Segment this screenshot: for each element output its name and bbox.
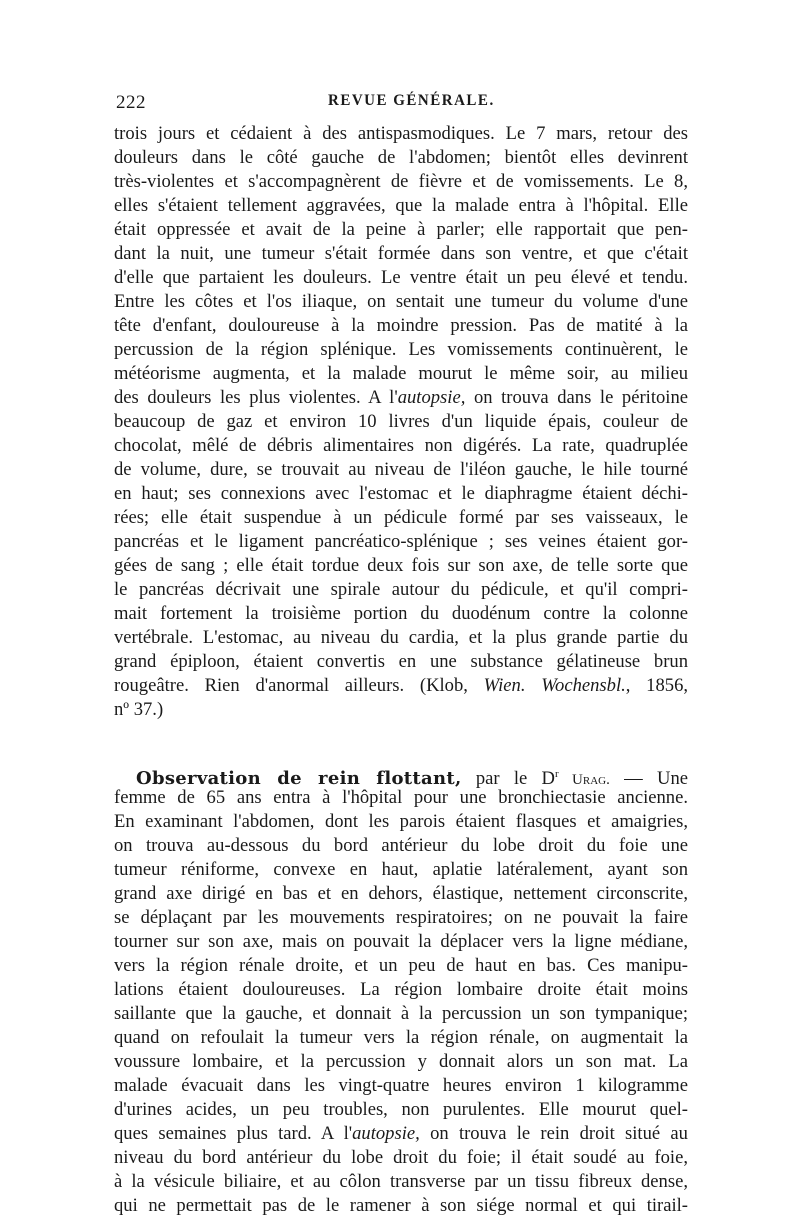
text-line: voussure lombaire, et la percussion y donnait alors un son mat. La (114, 1051, 688, 1072)
text-line: Entre les côtes et l'os iliaque, on sentait une tumeur du volume d'une (114, 291, 688, 312)
page-number: 222 (116, 92, 146, 113)
text-line (114, 762, 688, 790)
section-heading: Observation de rein flottant, (136, 768, 462, 790)
text-run: rougeâtre. Rien d'anormal ailleurs. (Klob, (114, 675, 484, 696)
text-line: gées de sang ; elle était tordue deux fois sur son axe, de telle sorte que (114, 555, 688, 576)
text-line: malade évacuait dans les vingt-quatre heures environ 1 kilogramme (114, 1075, 688, 1096)
text-line: très-violentes et s'accompagnèrent de fièvre et de vomissements. Le 8, (114, 171, 688, 192)
superscript: r (554, 768, 559, 780)
text-line (114, 1122, 688, 1146)
text-line: qui ne permettait pas de le ramener à son siége normal et qui tirail- (114, 1195, 688, 1216)
running-head (114, 92, 688, 122)
text-line: beaucoup de gaz et environ 10 livres d'un liquide épais, couleur de (114, 411, 688, 432)
text-line: quand on refoulait la tumeur vers la région rénale, on augmentait la (114, 1027, 688, 1048)
running-title: REVUE GÉNÉRALE. (328, 92, 495, 110)
text-line: saillante que la gauche, et donnait à la percussion un son tympanique; (114, 1003, 688, 1024)
book-page (114, 92, 688, 1218)
paragraph-gap (114, 722, 688, 762)
paragraph-klob-case (114, 122, 688, 722)
text-line: rées; elle était suspendue à un pédicule formé par ses vaisseaux, le (114, 507, 688, 528)
text-run: on trouva le rein droit situé au (419, 1123, 688, 1144)
text-line: nº 37.) (114, 699, 164, 720)
text-line (114, 674, 688, 698)
journal-title: Wien. Wochensbl. (483, 675, 626, 696)
text-line: femme de 65 ans entra à l'hôpital pour une bronchiectasie ancienne. (114, 787, 688, 808)
text-line: elles s'étaient tellement aggravées, que la malade entra à l'hôpital. Elle (114, 195, 688, 216)
text-line: tumeur réniforme, convexe en haut, aplatie latéralement, ayant son (114, 859, 688, 880)
text-line: douleurs dans le côté gauche de l'abdomen; bientôt elles devinrent (114, 147, 688, 168)
text-line: était oppressée et avait de la peine à parler; elle rapportait que pen- (114, 219, 688, 240)
text-line: tourner sur son axe, mais on pouvait la déplacer vers la ligne médiane, (114, 931, 688, 952)
text-line: chocolat, mêlé de débris alimentaires non digérés. La rate, quadruplée (114, 435, 688, 456)
text-run: on trouva dans le péritoine (465, 387, 688, 408)
text-run: par le D (461, 768, 555, 790)
text-line: percussion de la région splénique. Les vomissements continuèrent, le (114, 339, 688, 360)
italic-term: autopsie, (352, 1123, 420, 1144)
text-line: météorisme augmenta, et la malade mourut le même soir, au milieu (114, 363, 688, 384)
text-line: de volume, dure, se trouvait au niveau de l'iléon gauche, le hile tourné (114, 459, 688, 480)
text-line: mait fortement la troisième portion du duodénum contre la colonne (114, 603, 688, 624)
text-line: grand axe dirigé en bas et en dehors, élastique, nettement circonscrite, (114, 883, 688, 904)
text-line: en haut; ses connexions avec l'estomac et le diaphragme étaient déchi- (114, 483, 688, 504)
text-run: ques semaines plus tard. A l' (114, 1123, 353, 1144)
author-name: Urag. (558, 772, 610, 789)
text-run: , 1856, (625, 675, 689, 696)
text-line: on trouva au-dessous du bord antérieur du lobe droit du foie une (114, 835, 688, 856)
paragraph-floating-kidney (114, 762, 688, 1218)
text-line: grand épiploon, étaient convertis en une substance gélatineuse brun (114, 651, 688, 672)
text-line: se déplaçant par les mouvements respiratoires; on ne pouvait la faire (114, 907, 688, 928)
text-line: dant la nuit, une tumeur s'était formée dans son ventre, et que c'était (114, 243, 688, 264)
text-line: d'urines acides, un peu troubles, non purulentes. Elle mourut quel- (114, 1099, 688, 1120)
text-line: vers la région rénale droite, et un peu de haut en bas. Ces manipu- (114, 955, 688, 976)
text-line: lations étaient douloureuses. La région lombaire droite était moins (114, 979, 688, 1000)
text-line: vertébrale. L'estomac, au niveau du cardia, et la plus grande partie du (114, 627, 688, 648)
text-line: niveau du bord antérieur du lobe droit du foie; il était soudé au foie, (114, 1147, 688, 1168)
text-run: des douleurs les plus violentes. A l' (114, 387, 398, 408)
text-line: pancréas et le ligament pancréatico-splénique ; ses veines étaient gor- (114, 531, 688, 552)
text-line: trois jours et cédaient à des antispasmodiques. Le 7 mars, retour des (114, 123, 688, 144)
text-line: le pancréas décrivait une spirale autour du pédicule, et qu'il compri- (114, 579, 688, 600)
text-line: En examinant l'abdomen, dont les parois étaient flasques et amaigries, (114, 811, 688, 832)
italic-term: autopsie, (397, 387, 466, 408)
text-line (114, 386, 688, 410)
text-line: tête d'enfant, douloureuse à la moindre pression. Pas de matité à la (114, 315, 688, 336)
text-run: — Une (609, 768, 688, 790)
text-line: d'elle que partaient les douleurs. Le ventre était un peu élevé et tendu. (114, 267, 688, 288)
text-line: à la vésicule biliaire, et au côlon transverse par un tissu fibreux dense, (114, 1171, 688, 1192)
